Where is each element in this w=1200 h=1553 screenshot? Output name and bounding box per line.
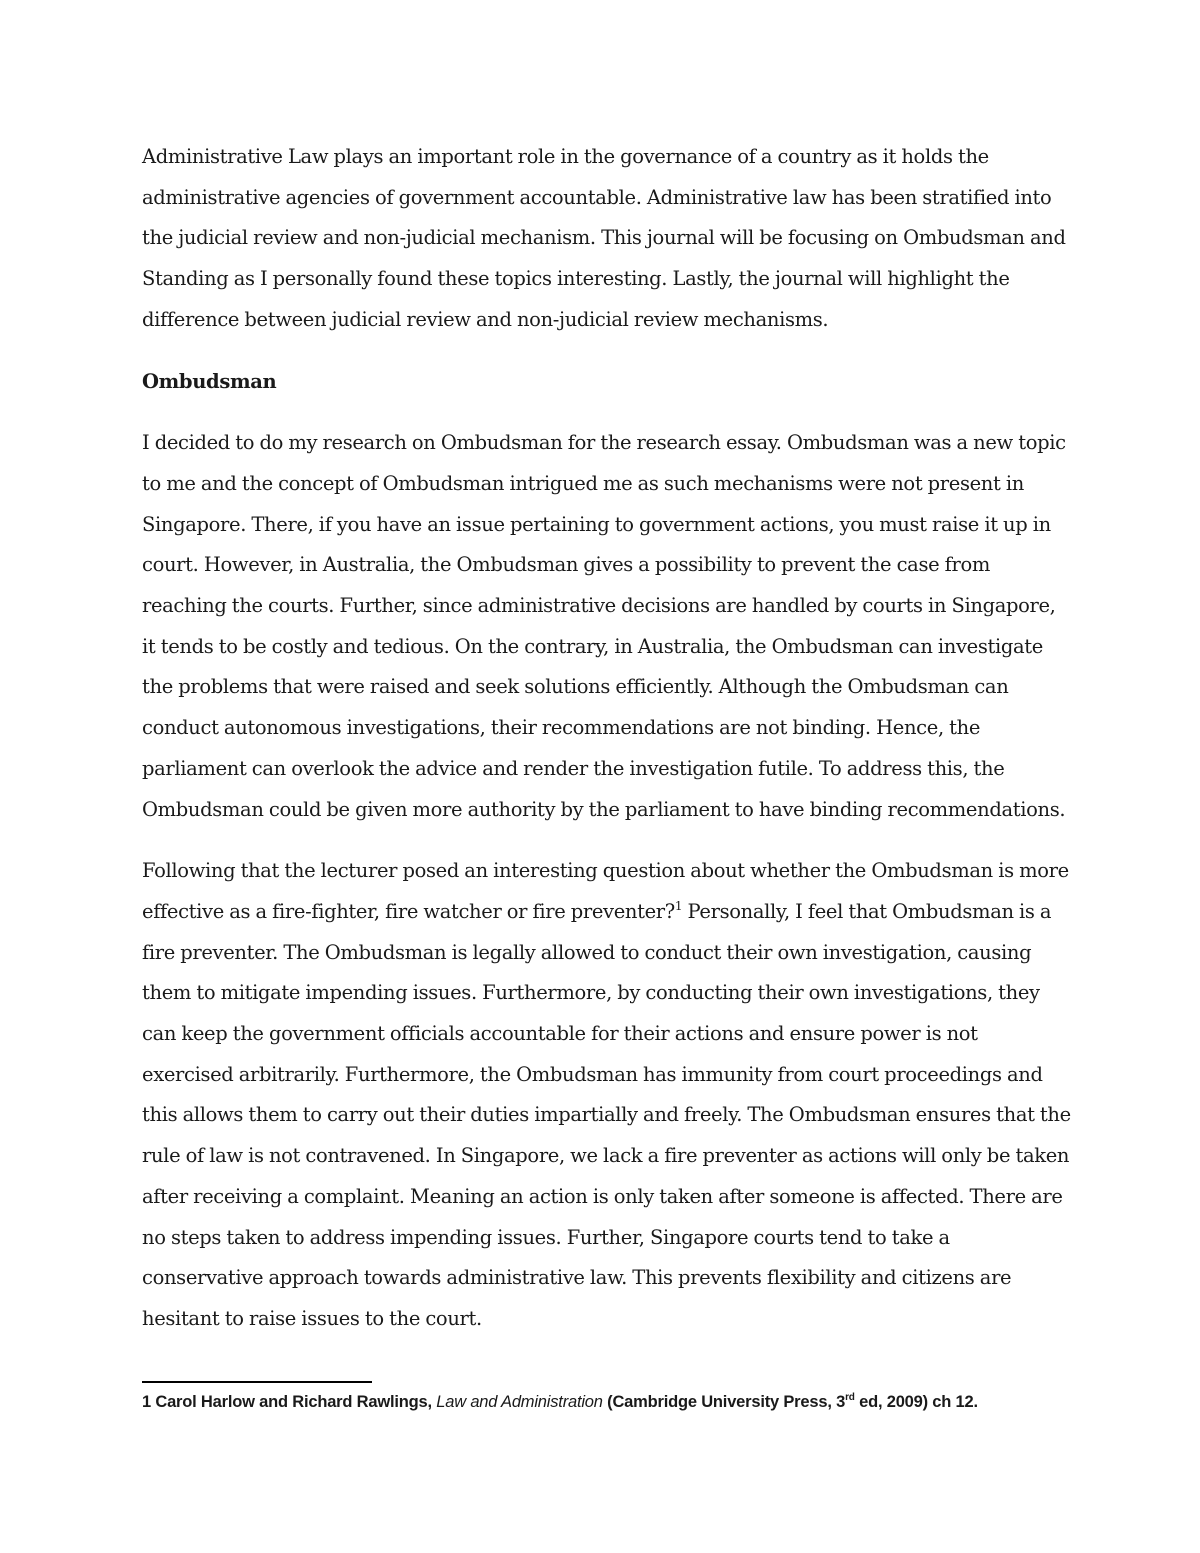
footnote-separator — [142, 1381, 372, 1383]
footnote-reference[interactable]: 1 — [674, 898, 683, 913]
footnote — [142, 1388, 1082, 1416]
paragraph-2-text-start: Following that the lecturer posed an interesting question about whether the Ombudsman is more effective as a fire-fighter, fire watcher or fire preventer? — [142, 859, 1069, 923]
paragraph-2-text-end: Personally, I feel that Ombudsman is a fire preventer. The Ombudsman is legally allowed to conduct their own investigation, causing them to mitigate impending issues. Furthermore, by conducting their own investigations, they can keep the government officials accountable for their actions and ensure power is not exercised arbitrarily. Furthermore, the Ombudsman has immunity from court proceedings and this allows them to carry out their duties impartially and freely. The Ombudsman ensures that the rule of law is not contravened. In Singapore, we lack a fire preventer as actions will only be taken after receiving a complaint. Meaning an action is only taken after someone is affected. There are no steps taken to address impending issues. Further, Singapore courts tend to take a conservative approach towards administrative law. This prevents flexibility and citizens are hesitant to raise issues to the court. — [142, 899, 1071, 1330]
footnote-publisher: (Cambridge University Press, 3 — [602, 1393, 846, 1411]
section-heading: Ombudsman — [142, 369, 277, 393]
ombudsman-paragraph-1: I decided to do my research on Ombudsman for the research essay. Ombudsman was a new topic to me and the concept of Ombudsman intrigued me as such mechanisms were not present in Singapore. There, if you have an issue pertaining to government actions, you must raise it up in court. However, in Australia, the Ombudsman gives a possibility to prevent the case from reaching the courts. Further, since administrative decisions are handled by courts in Singapore, it tends to be costly and tedious. On the contrary, in Australia, the Ombudsman can investigate the problems that were raised and seek solutions efficiently. Although the Ombudsman can conduct autonomous investigations, their recommendations are not binding. Hence, the parliament can overlook the advice and render the investigation futile. To address this, the Ombudsman could be given more authority by the parliament to have binding recommendations. — [142, 431, 1066, 821]
footnote-title: Law and Administration — [436, 1393, 603, 1411]
footnote-year: ed, 2009) ch 12. — [854, 1393, 978, 1411]
intro-paragraph: Administrative Law plays an important role in the governance of a country as it holds the administrative agencies of government accountable. Administrative law has been stratified into the judicial review and non-judicial mechanism. This journal will be focusing on Ombudsman and Standing as I personally found these topics interesting. Lastly, the journal will highlight the difference between judicial review and non-judicial review mechanisms. — [142, 145, 1066, 331]
ombudsman-paragraph-2 — [142, 851, 1072, 1339]
document-body — [142, 137, 1072, 1361]
footnote-number: 1 — [142, 1393, 151, 1411]
footnote-authors: Carol Harlow and Richard Rawlings, — [150, 1393, 437, 1411]
footnote-edition-suffix: rd — [845, 1392, 855, 1403]
